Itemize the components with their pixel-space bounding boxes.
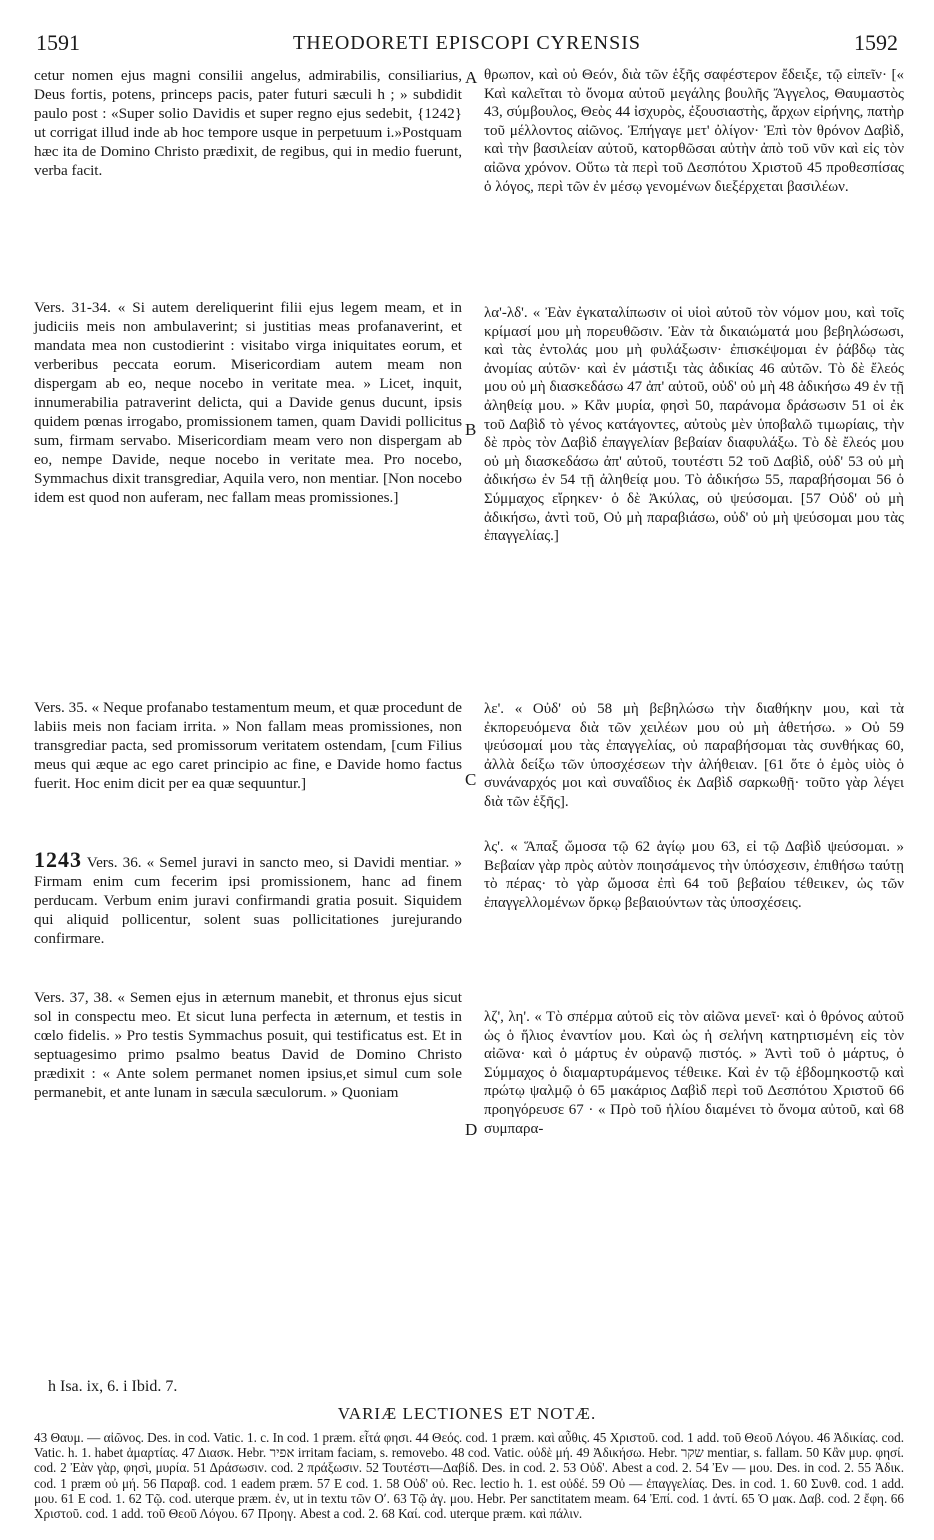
latin-text: Vers. 36. « Semel juravi in sancto meo, si Davidi mentiar. » Firmam enim cum fecerim ipsi promissionem, hanc ad finem perducam. Verbum enim juravi confirmandi gratia posuit. Siquidem qui aliquid pollicentur, solent suas pollicitationes jurejurando confirmare. [34, 854, 462, 947]
latin-paragraph: Vers. 37, 38. « Semen ejus in æternum manebit, et thronus ejus sicut sol in conspectu meo. Et sicut luna perfecta in æternum, et testis in cœlo fidelis. » Pro testis Symmachus posuit, qui testificatus est. Et in septuagesimo primo psalmo beatus David de Domino Christo prædixit : « Ante solem permanet nomen ipsius,et simul cum sole permanebit, et ante lunam in sæcula sæculorum. » Quoniam [34, 989, 462, 1101]
greek-paragraph: λα'-λδ'. « Ἐὰν ἐγκαταλίπωσιν οἱ υἱοὶ αὐτοῦ τὸν νόμον μου, καὶ τοῖς κρίμασί μου μὴ πορευθῶσιν. Ἐὰν τὰ δικαιώματά μου βεβηλώσωσι, καὶ τὰς ἐντολάς μου μὴ φυλάξωσιν· ἐπισκέψομαι ἐν ῥάβδῳ τὰς ἀνομίας αὐτῶν· καὶ ἐν μάστιξι τὰς ἀδικίας 46 αὐτῶν. Τὸ δὲ ἔλεός μου οὐ μὴ διασκεδάσω 47 ἀπ' αὐτοῦ, οὐδ' οὐ μὴ 48 ἀδικήσω 49 ἐν τῇ ἀληθείᾳ μου. » Κἂν μυρία, φησὶ 50, παράνομα δράσωσιν 51 οἱ ἐκ τοῦ Δαβὶδ τὸ γένος κατάγοντες, αὐτοὺς μὲν ὑποβαλῶ τιμωρίαις, τὴν δὲ πρὸς τὸν Δαβὶδ ἐπαγγελίαν βεβαίαν διαφυλάξω. Τὸ δὲ ἔλεός μου οὐ μὴ διασκεδάσω ἀπ' αὐτοῦ, τουτέστι 52 τοῦ Δαβὶδ, οὐδ' 53 οὐ μὴ ἀδικήσω ἐν 54 τῇ ἀληθείᾳ μου. Τὸ ἀδικήσω 55, παραβήσομαι 56 ὁ Σύμμαχος εἴρηκεν· ὁ δὲ Ἀκύλας, οὐ ψεύσομαι. [57 Οὐδ' οὐ μὴ ἀδικήσω, ἀντὶ τοῦ, Οὐ μὴ παραβιάσω, οὐδ' οὐ μὴ ψεύσομαι μου τὰς ἐπαγγελίας.] [484, 305, 904, 545]
latin-block-1 [34, 66, 462, 298]
running-title: THEODORETI EPISCOPI CYRENSIS [292, 32, 642, 54]
latin-paragraph: cetur nomen ejus magni consilii angelus, admirabilis, consiliarius, Deus fortis, potens, princeps pacis, pater futuri sæculi h ; » subdidit paulo post : «Super solio Davidis et super regno ejus sedebit, {1242} ut corrigat illud inde ab hoc tempore usque in perpetuum i.»Postquam hæc ita de Domino Christo prædixit, de regibus, qui in medio fuerunt, verba facit. [34, 67, 462, 179]
margin-marker-c: C [465, 770, 477, 789]
variant-readings-notes: 43 Θαυμ. — αἰῶνος. Des. in cod. Vatic. 1. c. In cod. 1 præm. εἶτά φησι. 44 Θεός. cod. 1 præm. καὶ αὖθις. 45 Χριστοῦ. cod. 1 add. τοῦ Θεοῦ Λόγου. 46 Ἀδικίας. cod. Vatic. h. 1. habet ἁμαρτίας. 47 Διασκ. Hebr. אפיר irritam faciam, s. removebo. 48 cod. Vatic. οὐδὲ μή. 49 Ἀδικήσω. Hebr. שקר mentiar, s. fallam. 50 Κἂν μυρ. φησί. cod. 2 Ἐὰν γὰρ, φησὶ, μυρία. 51 Δράσωσιν. cod. 2 πράξωσιν. 52 Τουτέστι—Δαβίδ. Des. in cod. 2. 53 Οὐδ'. Abest a cod. 2. 54 Ἐν — μου. Des. in cod. 2. 55 Ἀδικ. cod. 1 præm οὐ μή. 56 Παραβ. cod. 1 eadem præm. 57 E cod. 1. 58 Οὐδ' οὐ. Rec. lectio h. 1. est οὐδέ. 59 Οὐ — ἐπαγγελίας. Des. in cod. 1. 60 Συνθ. cod. 1 add. μου. 61 E cod. 1. 62 Τῷ. cod. uterque præm. ἐν, ut in textu τῶν Οʹ. 63 Τῷ ἁγ. μου. Hebr. Per sanctitatem meam. 64 Ἐπί. cod. 1 ἀντί. 65 Ὁ μακ. Δαβ. cod. 2 ἔφη. 66 Χριστοῦ. cod. 1 add. τοῦ Θεοῦ Λόγου. 67 Προηγ. Abest a cod. 2. 68 Καί. cod. uterque præm. καὶ πάλιν. [34, 1430, 904, 1522]
greek-paragraph: λε'. « Οὐδ' οὐ 58 μὴ βεβηλώσω τὴν διαθήκην μου, καὶ τὰ ἐκπορευόμενα διὰ τῶν χειλέων μου οὐ μὴ ἀθετήσω. » Οὐ 59 ψεύσομαί μου τὰς ἐπαγγελίας, οὐ παραβήσομαι τὰς συνθήκας 60, ἀλλὰ δείξω τῶν ὑποσχέσεων τὴν ἀλήθειαν. [61 ὅτε ὁ ἐμὸς υἱὸς ὁ συνάναρχός μοι καὶ συναΐδιος ἐκ Δαβὶδ σαρκωθῇ· τοῦτο γὰρ λέγει διὰ τῶν ἑξῆς]. [484, 701, 904, 810]
page-number-left: 1591 [36, 30, 80, 55]
greek-block-4 [484, 838, 904, 1008]
greek-block-2 [484, 304, 904, 700]
scripture-footnotes: h Isa. ix, 6. i Ibid. 7. [48, 1378, 178, 1395]
latin-block-4 [34, 847, 462, 988]
page-header [36, 30, 898, 60]
latin-paragraph: Vers. 31-34. « Si autem dereliquerint filii ejus legem meam, et in judiciis meis non ambulaverint; si justitias meas profanaverint, et mandata mea non custodierint : visitabo virga iniquitates eorum, et verberibus peccata eorum. Misericordiam autem meam non dispergam ab eo, neque nocebo in veritate mea. » Licet, inquit, innumerabilia patraverint delicta, qui a Davide genus ducunt, ipsis quidem pœnas irrogabo, promissionem tamen, quam Davidi pollicitus sum, firmam servabo. Misericordiam meam vero non dispergam ab eo, nempe Davide, neque nocebo in veritate mea. Pro nocebo, Symmachus dixit transgrediar, Aquila vero, non mentiar. [Non nocebo idem est quod non auferam, nec fallam meas promissiones.] [34, 299, 462, 506]
greek-paragraph: θρωπον, καὶ οὐ Θεόν, διὰ τῶν ἑξῆς σαφέστερον ἔδειξε, τῷ εἰπεῖν· [« Καὶ καλεῖται τὸ ὄνομα αὐτοῦ μεγάλης βουλῆς Ἄγγελος, Θαυμαστὸς 43, σύμβουλος, Θεὸς 44 ἰσχυρὸς, ἐξουσιαστὴς, ἄρχων εἰρήνης, πατὴρ τοῦ μέλλοντος αἰῶνος. Ἐπήγαγε μετ' ὀλίγον· Ἐπὶ τὸν θρόνον Δαβὶδ, καὶ τὴν βασιλείαν αὐτοῦ, κατορθῶσαι αὐτὴν ἀπὸ τοῦ νῦν καὶ εἰς τὸν αἰῶνα χρόνον. Οὕτω τὰ περὶ τοῦ Δεσπότου Χριστοῦ 45 προθεσπίσας ὁ λόγος, περὶ τῶν ἐν μέσῳ γενομένων διεξέρχεται βασιλέων. [484, 67, 904, 195]
greek-column [484, 66, 904, 1138]
latin-paragraph [34, 847, 462, 948]
margin-marker-d: D [465, 1120, 478, 1139]
latin-paragraph: Vers. 35. « Neque profanabo testamentum meum, et quæ procedunt de labiis meis non faciam irrita. » Non fallam meas promissiones, non transgrediar pacta, sed promissorum veritatem ostendam, [cum Filius meus qui æque ac ego caret principio ac fine, e Davide homo factus fuerit. Hoc enim dicit per ea quæ sequuntur.] [34, 699, 462, 792]
margin-marker-a: A [465, 68, 478, 87]
latin-block-3 [34, 698, 462, 850]
latin-block-2 [34, 298, 462, 698]
latin-column [34, 66, 462, 1102]
page-number-right: 1592 [854, 30, 898, 55]
notes-heading: VARIÆ LECTIONES ET NOTÆ. [337, 1404, 597, 1423]
margin-marker-b: B [465, 420, 477, 439]
greek-paragraph: λζ', λη'. « Τὸ σπέρμα αὐτοῦ εἰς τὸν αἰῶνα μενεῖ· καὶ ὁ θρόνος αὐτοῦ ὡς ὁ ἥλιος ἐναντίον μου. Καὶ ὡς ἡ σελήνη κατηρτισμένη εἰς τὸν αἰῶνα· καὶ ὁ μάρτυς ἐν οὐρανῷ πιστός. » Ἀντὶ τοῦ ὁ μάρτυς, ὁ Σύμμαχος ὁ διαμαρτυράμενος τέθεικε. Καὶ ἐν τῷ ἑβδομηκοστῷ καὶ πρώτῳ ψαλμῷ ὁ 65 μακάριος Δαβὶδ περὶ τοῦ Δεσπότου Χριστοῦ 66 προηγόρευσε 67 · « Πρὸ τοῦ ἡλίου διαμένει τὸ ὄνομα αὐτοῦ, καὶ 68 συμπαρα- [484, 1009, 904, 1137]
greek-paragraph: λς'. « Ἅπαξ ὤμοσα τῷ 62 ἁγίῳ μου 63, εἰ τῷ Δαβὶδ ψεύσομαι. » Βεβαίαν γὰρ πρὸς αὐτὸν ποιησάμενος τὴν ὑπόσχεσιν, ἐπιθήσω ταύτῃ τὸ πέρας· τὸ γὰρ ὤμοσα ἐπὶ 64 τοῦ βεβαίου τέθεικεν, ὡς τῶν ἐπαγγελλομένων ὅρκῳ βεβαιούντων τὰς ὑποσχέσεις. [484, 839, 904, 911]
greek-block-3 [484, 700, 904, 838]
latin-block-5 [34, 988, 462, 1102]
greek-block-5 [484, 1008, 904, 1138]
greek-block-1 [484, 66, 904, 304]
column-number: 1243 [34, 847, 82, 872]
